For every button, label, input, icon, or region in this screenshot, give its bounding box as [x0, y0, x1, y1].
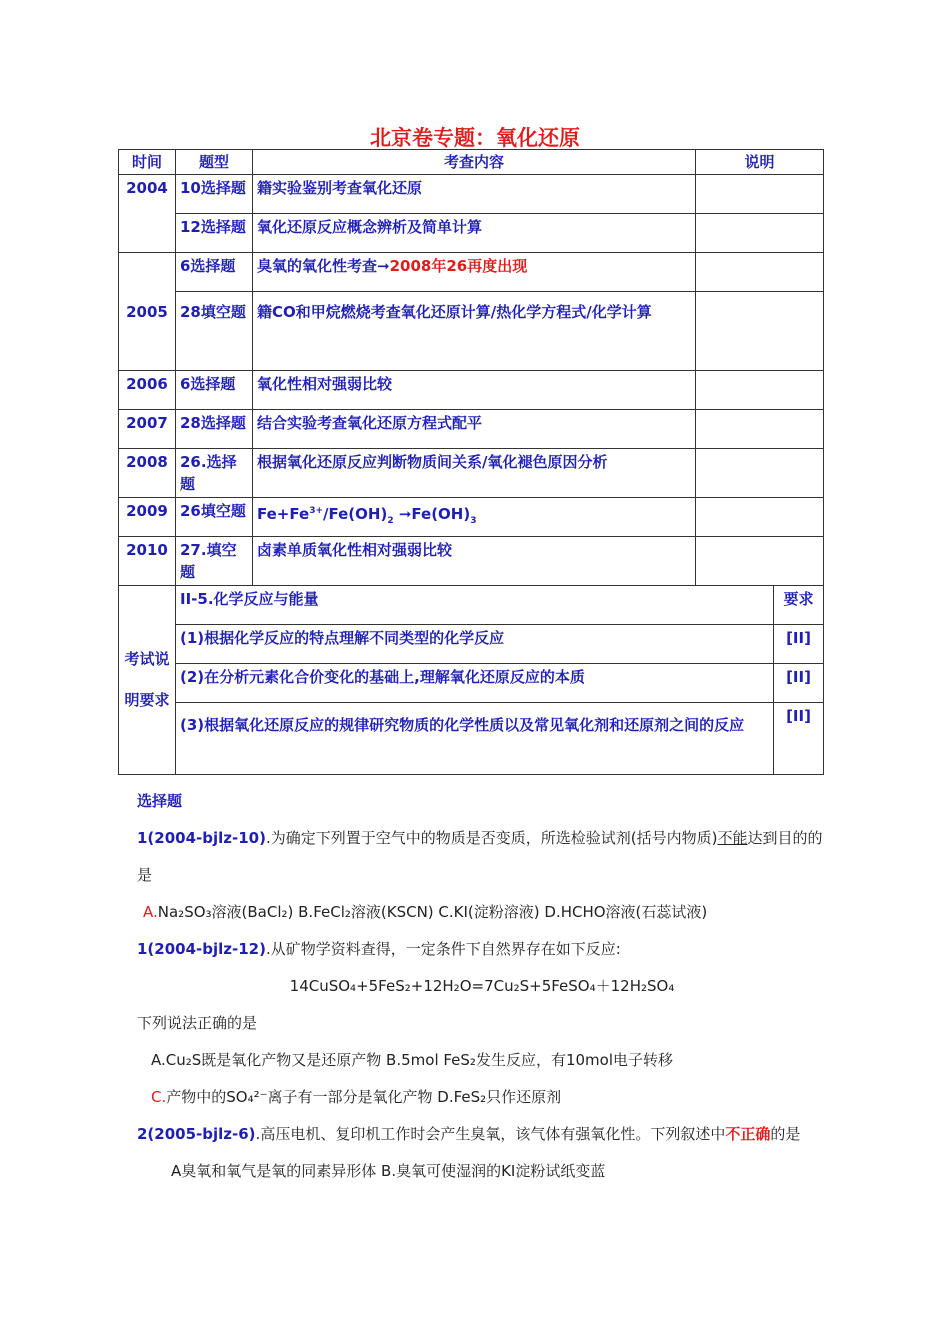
row-year: 2005	[119, 253, 176, 371]
question-1	[137, 820, 827, 894]
exam-row	[119, 625, 824, 664]
question-body	[137, 783, 827, 1190]
row-note	[696, 410, 824, 449]
row-type: 10选择题	[176, 175, 253, 214]
row-note	[696, 214, 824, 253]
row-type: 26填空题	[176, 498, 253, 537]
table-row	[119, 175, 824, 214]
exam-item: (3)根据氧化还原反应的规律研究物质的化学性质以及常见氧化剂和还原剂之间的反应	[176, 703, 774, 775]
question-text: 的是	[770, 1125, 801, 1143]
question-2-options-cd	[137, 1079, 827, 1116]
question-prompt: 下列说法正确的是	[137, 1014, 258, 1032]
table-header-row	[119, 150, 824, 175]
question-text: 达到目的的是	[137, 829, 823, 884]
row-content: 籍CO和甲烷燃烧考查氧化还原计算/热化学方程式/化学计算	[253, 292, 696, 371]
table-row	[119, 498, 824, 537]
row-content	[253, 498, 696, 537]
answer-mark: C.	[151, 1088, 167, 1106]
options-text: Na₂SO₃溶液(BaCl₂) B.FeCl₂溶液(KSCN) C.KI(淀粉溶液) D.HCHO溶液(石蕊试液)	[157, 903, 708, 921]
question-3-options: A臭氧和氧气是氧的同素异形体 B.臭氧可使湿润的KI淀粉试纸变蓝	[171, 1162, 606, 1180]
row-type: 28填空题	[176, 292, 253, 371]
table-row	[119, 449, 824, 498]
exam-item: (1)根据化学反应的特点理解不同类型的化学反应	[176, 625, 774, 664]
question-id: 2(2005-bjlz-6)	[137, 1125, 256, 1143]
options-text: 产物中的SO₄²⁻离子有一部分是氧化产物 D.FeS₂只作还原剂	[166, 1088, 562, 1106]
question-emphasis: 不正确	[725, 1125, 771, 1143]
table-row	[119, 410, 824, 449]
row-note	[696, 292, 824, 371]
row-note	[696, 449, 824, 498]
row-year: 2007	[119, 410, 176, 449]
formula-part: /Fe(OH)	[323, 505, 388, 523]
header-type: 题型	[176, 150, 253, 175]
row-content: 卤素单质氧化性相对强弱比较	[253, 537, 696, 586]
row-type: 6选择题	[176, 253, 253, 292]
table-row	[119, 253, 824, 292]
question-2-options-ab: A.Cu₂S既是氧化产物又是还原产物 B.5mol FeS₂发生反应，有10mol电子转移	[151, 1051, 673, 1069]
answer-mark: A.	[143, 903, 158, 921]
exam-row	[119, 664, 824, 703]
row-type: 27.填空题	[176, 537, 253, 586]
exam-topics-table	[118, 149, 823, 775]
header-time: 时间	[119, 150, 176, 175]
question-1-options	[137, 894, 827, 931]
table-row	[119, 214, 824, 253]
exam-req-header: 要求	[774, 586, 824, 625]
exam-row	[119, 703, 824, 775]
row-year: 2006	[119, 371, 176, 410]
row-content: 氧化性相对强弱比较	[253, 371, 696, 410]
header-content: 考查内容	[253, 150, 696, 175]
page-title: 北京卷专题：氧化还原	[370, 126, 580, 150]
row-type: 26.选择题	[176, 449, 253, 498]
question-underline: 不能	[717, 829, 748, 847]
question-id: 1(2004-bjlz-12)	[137, 940, 266, 958]
question-id: 1(2004-bjlz-10)	[137, 829, 266, 847]
exam-level: [II]	[774, 664, 824, 703]
row-year: 2009	[119, 498, 176, 537]
question-text: .为确定下列置于空气中的物质是否变质，所选检验试剂(括号内物质)	[265, 829, 718, 847]
question-3	[137, 1116, 827, 1153]
table-row	[119, 537, 824, 586]
content-highlight: 2008年26再度出现	[389, 257, 528, 275]
question-2	[137, 931, 827, 968]
row-content: 籍实验鉴别考查氧化还原	[253, 175, 696, 214]
formula-sub: 2	[387, 516, 394, 526]
row-content	[253, 253, 696, 292]
formula-part: ➞Fe(OH)	[393, 505, 471, 523]
row-type: 6选择题	[176, 371, 253, 410]
content-text: 臭氧的氧化性考查➞	[257, 257, 390, 275]
formula-part: Fe+Fe	[257, 505, 310, 523]
row-year: 2010	[119, 537, 176, 586]
formula-sup: 3+	[309, 506, 324, 516]
exam-level: [II]	[774, 703, 824, 775]
row-content: 结合实验考查氧化还原方程式配平	[253, 410, 696, 449]
row-note	[696, 537, 824, 586]
equation: 14CuSO₄+5FeS₂+12H₂O=7Cu₂S+5FeSO₄＋12H₂SO₄	[289, 977, 675, 995]
row-type: 12选择题	[176, 214, 253, 253]
row-note	[696, 253, 824, 292]
row-content: 氧化还原反应概念辨析及简单计算	[253, 214, 696, 253]
question-text: .高压电机、复印机工作时会产生臭氧，该气体有强氧化性。下列叙述中	[255, 1125, 726, 1143]
row-type: 28选择题	[176, 410, 253, 449]
exam-item: (2)在分析元素化合价变化的基础上,理解氧化还原反应的本质	[176, 664, 774, 703]
exam-row	[119, 586, 824, 625]
row-year: 2004	[119, 175, 176, 253]
row-content: 根据氧化还原反应判断物质间关系/氧化褪色原因分析	[253, 449, 696, 498]
row-year: 2008	[119, 449, 176, 498]
section-label: 选择题	[137, 792, 183, 810]
exam-label: 考试说明要求	[119, 586, 176, 775]
exam-level: [II]	[774, 625, 824, 664]
table-row	[119, 371, 824, 410]
exam-header: II-5.化学反应与能量	[176, 586, 774, 625]
row-note	[696, 498, 824, 537]
table-row	[119, 292, 824, 371]
formula-sub: 3	[470, 516, 477, 526]
row-note	[696, 371, 824, 410]
header-note: 说明	[696, 150, 824, 175]
row-note	[696, 175, 824, 214]
question-text: .从矿物学资料查得，一定条件下自然界存在如下反应:	[265, 940, 621, 958]
